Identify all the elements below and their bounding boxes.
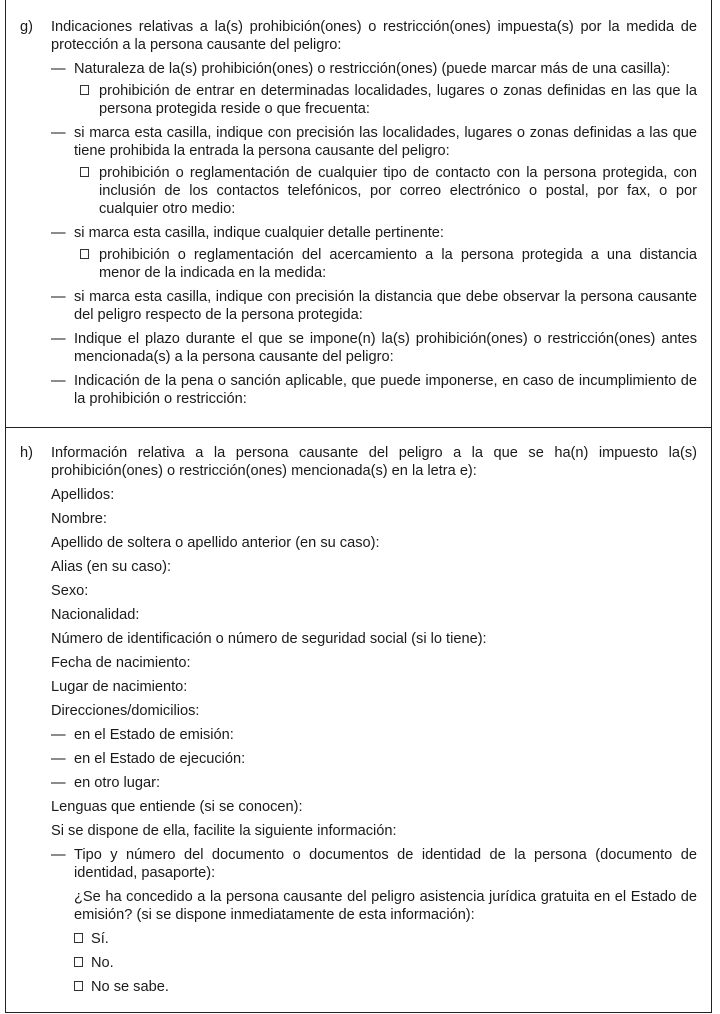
list-item-text: si marca esta casilla, indique cualquier detalle pertinente: bbox=[74, 225, 444, 241]
list-item-text: si marca esta casilla, indique con precisión la distancia que debe observar la persona causante del peligro respecto de la persona protegida: bbox=[74, 289, 697, 323]
dash-bullet: — bbox=[51, 225, 66, 241]
list-item bbox=[20, 224, 697, 242]
dash-bullet: — bbox=[51, 61, 66, 77]
dash-bullet: — bbox=[51, 125, 66, 141]
address-other: en otro lugar: bbox=[74, 775, 160, 791]
list-item bbox=[20, 288, 697, 324]
field-first-name: Nombre: bbox=[51, 511, 107, 527]
dash-bullet: — bbox=[51, 727, 66, 743]
field-sex: Sexo: bbox=[51, 583, 89, 599]
address-executing-state: en el Estado de ejecución: bbox=[74, 751, 246, 767]
checkbox-label: prohibición de entrar en determinadas localidades, lugares o zonas definidas en las que la persona protegida reside o que frecuenta: bbox=[99, 83, 697, 117]
field-surname: Apellidos: bbox=[51, 487, 115, 503]
checkbox-icon[interactable] bbox=[80, 249, 89, 259]
section-g bbox=[5, 0, 712, 428]
field-birth-place: Lugar de nacimiento: bbox=[51, 679, 188, 695]
dash-bullet: — bbox=[51, 331, 66, 347]
field-if-available: Si se dispone de ella, facilite la siguiente información: bbox=[51, 823, 397, 839]
checkbox-label: prohibición o reglamentación de cualquier tipo de contacto con la persona protegida, con inclusión de los contactos telefónicos, por correo electrónico o postal, por fax, o por cualquier otro medio: bbox=[99, 165, 697, 217]
dash-bullet: — bbox=[51, 775, 66, 791]
option-label: No. bbox=[91, 955, 114, 971]
field-addresses: Direcciones/domicilios: bbox=[51, 703, 200, 719]
list-item bbox=[20, 750, 697, 768]
section-g-heading bbox=[20, 18, 697, 54]
option-no[interactable] bbox=[20, 954, 697, 972]
field-id-number: Número de identificación o número de seguridad social (si lo tiene): bbox=[51, 631, 487, 647]
list-item-text: si marca esta casilla, indique con precisión las localidades, lugares o zonas definidas a las que tiene prohibida la entrada la persona causante del peligro: bbox=[74, 125, 697, 159]
list-item bbox=[20, 726, 697, 744]
checkbox-icon[interactable] bbox=[80, 167, 89, 177]
legal-aid-question: ¿Se ha concedido a la persona causante del peligro asistencia jurídica gratuita en el Estado de emisión? (si se dispone inmediatamente de esta información): bbox=[74, 889, 697, 923]
list-item bbox=[20, 774, 697, 792]
option-label: No se sabe. bbox=[91, 979, 169, 995]
field-alias: Alias (en su caso): bbox=[51, 559, 172, 575]
checkbox-item[interactable] bbox=[20, 246, 697, 282]
checkbox-icon[interactable] bbox=[80, 85, 89, 95]
field-languages: Lenguas que entiende (si se conocen): bbox=[51, 799, 303, 815]
dash-bullet: — bbox=[51, 289, 66, 305]
section-h bbox=[5, 428, 712, 1013]
section-letter: g) bbox=[20, 19, 33, 35]
section-h-heading bbox=[20, 444, 697, 480]
list-item bbox=[20, 330, 697, 366]
restriction-type-label: Naturaleza de la(s) prohibición(ones) o restricción(ones) (puede marcar más de una casilla): bbox=[74, 61, 671, 77]
checkbox-item[interactable] bbox=[20, 164, 697, 218]
dash-bullet: — bbox=[51, 847, 66, 863]
dash-bullet: — bbox=[51, 751, 66, 767]
option-yes[interactable] bbox=[20, 930, 697, 948]
section-title: Información relativa a la persona causante del peligro a la que se ha(n) impuesto la(s) prohibición(ones) o restricción(ones) mencionada(s) en la letra e): bbox=[51, 445, 697, 479]
list-item bbox=[20, 124, 697, 160]
checkbox-icon[interactable] bbox=[74, 957, 83, 967]
field-nationality: Nacionalidad: bbox=[51, 607, 140, 623]
list-item bbox=[20, 372, 697, 408]
checkbox-icon[interactable] bbox=[74, 933, 83, 943]
id-documents-label: Tipo y número del documento o documentos de identidad de la persona (documento de identidad, pasaporte): bbox=[74, 847, 697, 881]
option-label: Sí. bbox=[91, 931, 109, 947]
checkbox-item[interactable] bbox=[20, 82, 697, 118]
option-unknown[interactable] bbox=[20, 978, 697, 996]
field-maiden-name: Apellido de soltera o apellido anterior (en su caso): bbox=[51, 535, 380, 551]
list-item-text: Indicación de la pena o sanción aplicable, que puede imponerse, en caso de incumplimiento de la prohibición o restricción: bbox=[74, 373, 697, 407]
checkbox-icon[interactable] bbox=[74, 981, 83, 991]
field-birth-date: Fecha de nacimiento: bbox=[51, 655, 191, 671]
checkbox-label: prohibición o reglamentación del acercamiento a la persona protegida a una distancia menor de la indicada en la medida: bbox=[99, 247, 697, 281]
list-item bbox=[20, 60, 697, 78]
section-letter: h) bbox=[20, 445, 33, 461]
section-title: Indicaciones relativas a la(s) prohibición(ones) o restricción(ones) impuesta(s) por la medida de protección a la persona causante del peligro: bbox=[51, 19, 697, 53]
address-issuing-state: en el Estado de emisión: bbox=[74, 727, 234, 743]
dash-bullet: — bbox=[51, 373, 66, 389]
list-item-text: Indique el plazo durante el que se impone(n) la(s) prohibición(ones) o restricción(ones) antes mencionada(s) a la persona causante del peligro: bbox=[74, 331, 697, 365]
list-item bbox=[20, 846, 697, 882]
